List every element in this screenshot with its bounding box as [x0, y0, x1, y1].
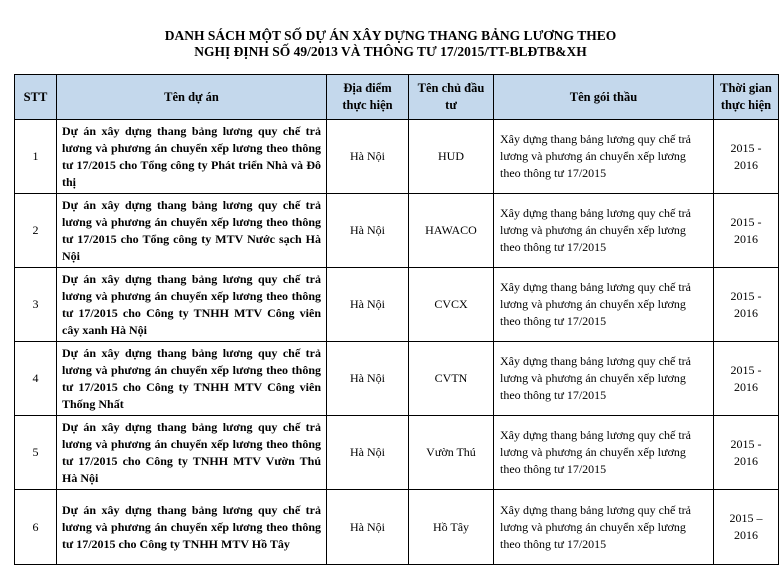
table-row — [15, 268, 779, 342]
cell-package: Xây dựng thang bảng lương quy chế trả lương và phương án chuyển xếp lương theo thông tư 17/2015 — [494, 490, 714, 565]
cell-period: 2015 - 2016 — [714, 120, 779, 194]
cell-investor: CVCX — [409, 268, 494, 342]
table-row — [15, 342, 779, 416]
cell-stt: 2 — [15, 194, 57, 268]
header-period: Thời gian thực hiện — [714, 75, 779, 120]
cell-period: 2015 - 2016 — [714, 342, 779, 416]
cell-package: Xây dựng thang bảng lương quy chế trả lương và phương án chuyển xếp lương theo thông tư 17/2015 — [494, 416, 714, 490]
header-location: Địa điểm thực hiện — [327, 75, 409, 120]
cell-investor: HAWACO — [409, 194, 494, 268]
cell-investor: CVTN — [409, 342, 494, 416]
table-row — [15, 416, 779, 490]
header-stt: STT — [15, 75, 57, 120]
cell-package: Xây dựng thang bảng lương quy chế trả lương và phương án chuyển xếp lương theo thông tư 17/2015 — [494, 194, 714, 268]
cell-project: Dự án xây dựng thang bảng lương quy chế trả lương và phương án chuyển xếp lương theo thông tư 17/2015 cho Công ty TNHH MTV Công viên cây xanh Hà Nội — [57, 268, 327, 342]
cell-package: Xây dựng thang bảng lương quy chế trả lương và phương án chuyển xếp lương theo thông tư 17/2015 — [494, 120, 714, 194]
table-row — [15, 490, 779, 565]
cell-package: Xây dựng thang bảng lương quy chế trả lương và phương án chuyển xếp lương theo thông tư 17/2015 — [494, 342, 714, 416]
cell-period: 2015 - 2016 — [714, 268, 779, 342]
header-package: Tên gói thầu — [494, 75, 714, 120]
cell-period: 2015 - 2016 — [714, 416, 779, 490]
title-line-1: DANH SÁCH MỘT SỐ DỰ ÁN XÂY DỰNG THANG BẢNG LƯƠNG THEO — [164, 28, 617, 43]
header-project: Tên dự án — [57, 75, 327, 120]
cell-project: Dự án xây dựng thang bảng lương quy chế trả lương và phương án chuyển xếp lương theo thông tư 17/2015 cho Công ty TNHH MTV Công viên Thống Nhất — [57, 342, 327, 416]
cell-location: Hà Nội — [327, 120, 409, 194]
document-title — [0, 28, 781, 60]
table-row — [15, 194, 779, 268]
cell-stt: 4 — [15, 342, 57, 416]
cell-project: Dự án xây dựng thang bảng lương quy chế trả lương và phương án chuyển xếp lương theo thông tư 17/2015 cho Tổng công ty MTV Nước sạch Hà Nội — [57, 194, 327, 268]
title-line-2: NGHỊ ĐỊNH SỐ 49/2013 VÀ THÔNG TƯ 17/2015/TT-BLĐTB&XH — [194, 44, 587, 59]
header-investor: Tên chủ đầu tư — [409, 75, 494, 120]
cell-investor: Hồ Tây — [409, 490, 494, 565]
cell-period: 2015 - 2016 — [714, 194, 779, 268]
cell-location: Hà Nội — [327, 416, 409, 490]
cell-stt: 5 — [15, 416, 57, 490]
cell-investor: HUD — [409, 120, 494, 194]
projects-table — [14, 74, 779, 565]
cell-location: Hà Nội — [327, 194, 409, 268]
cell-location: Hà Nội — [327, 342, 409, 416]
cell-period: 2015 – 2016 — [714, 490, 779, 565]
cell-stt: 6 — [15, 490, 57, 565]
cell-stt: 1 — [15, 120, 57, 194]
cell-package: Xây dựng thang bảng lương quy chế trả lương và phương án chuyển xếp lương theo thông tư 17/2015 — [494, 268, 714, 342]
table-row — [15, 120, 779, 194]
table-header-row — [15, 75, 779, 120]
cell-project: Dự án xây dựng thang bảng lương quy chế trả lương và phương án chuyển xếp lương theo thông tư 17/2015 cho Công ty TNHH MTV Vườn Thú Hà Nội — [57, 416, 327, 490]
cell-project: Dự án xây dựng thang bảng lương quy chế trả lương và phương án chuyển xếp lương theo thông tư 17/2015 cho Công ty TNHH MTV Hồ Tây — [57, 490, 327, 565]
cell-investor: Vườn Thú — [409, 416, 494, 490]
cell-location: Hà Nội — [327, 490, 409, 565]
cell-stt: 3 — [15, 268, 57, 342]
cell-project: Dự án xây dựng thang bảng lương quy chế trả lương và phương án chuyển xếp lương theo thông tư 17/2015 cho Tổng công ty Phát triển Nhà và Đô thị — [57, 120, 327, 194]
cell-location: Hà Nội — [327, 268, 409, 342]
